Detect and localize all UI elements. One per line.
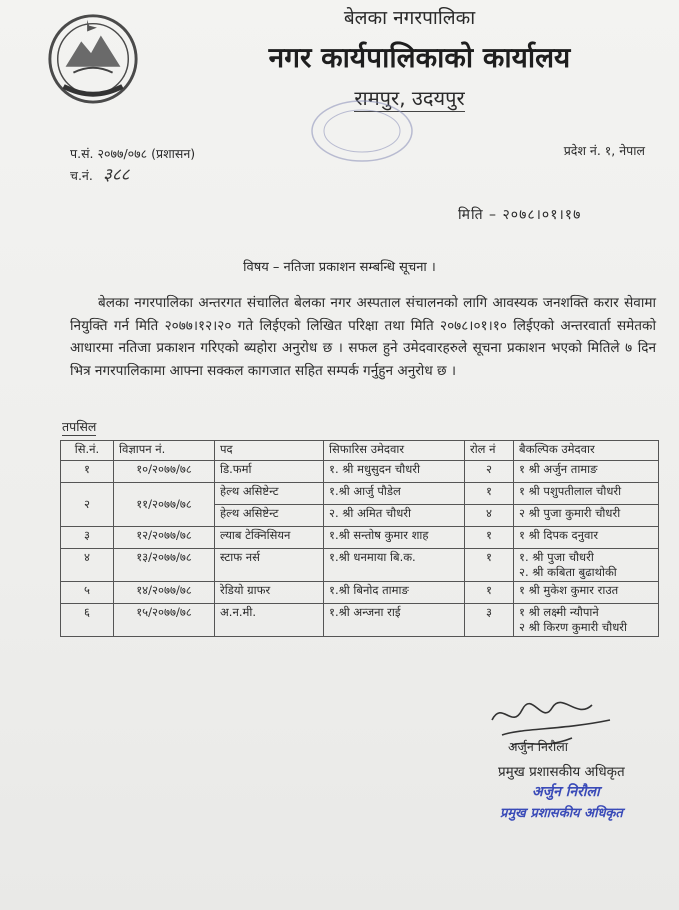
cell-recommended: १. श्री मधुसुदन चौधरी xyxy=(324,461,465,483)
municipality-name: बेलका नगरपालिका xyxy=(343,7,476,29)
table-row xyxy=(61,483,659,505)
signatory-name: अर्जुन निरौला xyxy=(508,739,568,754)
table-row xyxy=(61,604,659,637)
alternate-line: १. श्री पुजा चौधरी xyxy=(519,550,594,564)
cell-alternate: २ श्री पुजा कुमारी चौधरी xyxy=(514,505,659,527)
cell-roll: २ xyxy=(465,461,514,483)
col-roll: रोल नं xyxy=(465,441,514,461)
stamp-name: अर्जुन निरौला xyxy=(532,784,600,800)
signatory-title: प्रमुख प्रशासकीय अधिकृत xyxy=(498,764,625,780)
results-table xyxy=(60,440,659,637)
letter-subject: विषय – नतिजा प्रकाशन सम्बन्धि सूचना । xyxy=(243,260,436,275)
col-alternate: बैकल्पिक उमेदवार xyxy=(514,441,659,461)
details-heading: तपसिल xyxy=(62,419,97,434)
cell-advertisement: १२/२०७७/७८ xyxy=(114,527,215,549)
cell-serial: ३ xyxy=(61,527,114,549)
col-post: पद xyxy=(215,441,324,461)
cell-alternate xyxy=(514,604,659,637)
alternate-line: २ श्री किरण कुमारी चौधरी xyxy=(519,620,627,634)
chalan-label: च.नं. xyxy=(70,168,93,183)
alternate-line: २. श्री कबिता बुढाथोकी xyxy=(519,565,617,579)
cell-advertisement: १५/२०७७/७८ xyxy=(114,604,215,637)
cell-roll: १ xyxy=(465,549,514,582)
cell-serial: ५ xyxy=(61,582,114,604)
province-name: प्रदेश नं. १, नेपाल xyxy=(563,143,645,158)
cell-serial: ४ xyxy=(61,549,114,582)
cell-advertisement: १३/२०७७/७८ xyxy=(114,549,215,582)
cell-roll: १ xyxy=(465,483,514,505)
cell-roll: ४ xyxy=(465,505,514,527)
chalan-number: ३८८ xyxy=(103,165,130,185)
cell-recommended: १.श्री बिनोद तामाङ xyxy=(324,582,465,604)
cell-roll: १ xyxy=(465,582,514,604)
cell-advertisement: १४/२०७७/७८ xyxy=(114,582,215,604)
cell-serial: २ xyxy=(61,483,114,527)
cell-post: स्टाफ नर्स xyxy=(215,549,324,582)
office-stamp-icon xyxy=(302,96,422,166)
letter-body: बेलका नगरपालिका अन्तरगत संचालित बेलका नगर अस्पताल संचालनको लागि आवस्यक जनशक्ति करार सेवामा नियुक्ति गर्न मिति २०७७।१२।२० गते लिईएको लिखित परिक्षा तथा मिति २०७८।०१।१० लिईएको अन्तरवार्ता समेतको आधारमा नतिजा प्रकाशन गरिएको ब्यहोरा अनुरोध छ । सफल हुने उमेदवारहरुले सूचना प्रकाशन भएको मितिले ७ दिन भित्र नगरपालिकामा आफ्ना सक्कल कागजात सहित सम्पर्क गर्नुहुन अनुरोध छ । xyxy=(70,295,656,379)
col-serial: सि.नं. xyxy=(61,441,114,461)
cell-alternate: १ श्री दिपक दनुवार xyxy=(514,527,659,549)
office-name: नगर कार्यपालिकाको कार्यालय xyxy=(268,41,571,74)
table-row xyxy=(61,461,659,483)
cell-post: ल्याब टेक्निसियन xyxy=(215,527,324,549)
cell-post: अ.न.मी. xyxy=(215,604,324,637)
stamp-title: प्रमुख प्रशासकीय अधिकृत xyxy=(500,806,623,821)
table-row xyxy=(61,527,659,549)
cell-recommended: १.श्री धनमाया बि.क. xyxy=(324,549,465,582)
letter-date: मिति – २०७८।०१।१७ xyxy=(458,207,582,223)
cell-serial: ६ xyxy=(61,604,114,637)
cell-alternate xyxy=(514,549,659,582)
cell-roll: १ xyxy=(465,527,514,549)
cell-recommended: १.श्री अन्जना राई xyxy=(324,604,465,637)
cell-post: हेल्थ असिष्टेन्ट xyxy=(215,483,324,505)
cell-advertisement: ११/२०७७/७८ xyxy=(114,483,215,527)
table-header-row xyxy=(61,441,659,461)
cell-roll: ३ xyxy=(465,604,514,637)
col-advertisement: विज्ञापन नं. xyxy=(114,441,215,461)
cell-alternate: १ श्री अर्जुन तामाङ xyxy=(514,461,659,483)
table-row xyxy=(61,549,659,582)
table-row xyxy=(61,582,659,604)
reference-number: प.सं. २०७७/०७८ (प्रशासन) xyxy=(70,146,196,161)
cell-recommended: १.श्री आर्जु पौडेल xyxy=(324,483,465,505)
cell-serial: १ xyxy=(61,461,114,483)
cell-advertisement: १०/२०७७/७८ xyxy=(114,461,215,483)
cell-post: डि.फर्मा xyxy=(215,461,324,483)
cell-alternate: १ श्री पशुपतीलाल चौधरी xyxy=(514,483,659,505)
office-location: रामपुर, उदयपुर xyxy=(354,86,465,110)
cell-recommended: १.श्री सन्तोष कुमार शाह xyxy=(324,527,465,549)
col-recommended: सिफारिस उमेदवार xyxy=(324,441,465,461)
cell-alternate: १ श्री मुकेश कुमार राउत xyxy=(514,582,659,604)
cell-post: हेल्थ असिष्टेन्ट xyxy=(215,505,324,527)
cell-post: रेडियो ग्राफर xyxy=(215,582,324,604)
cell-recommended: २. श्री अमित चौधरी xyxy=(324,505,465,527)
alternate-line: १ श्री लक्ष्मी न्यौपाने xyxy=(519,605,599,619)
